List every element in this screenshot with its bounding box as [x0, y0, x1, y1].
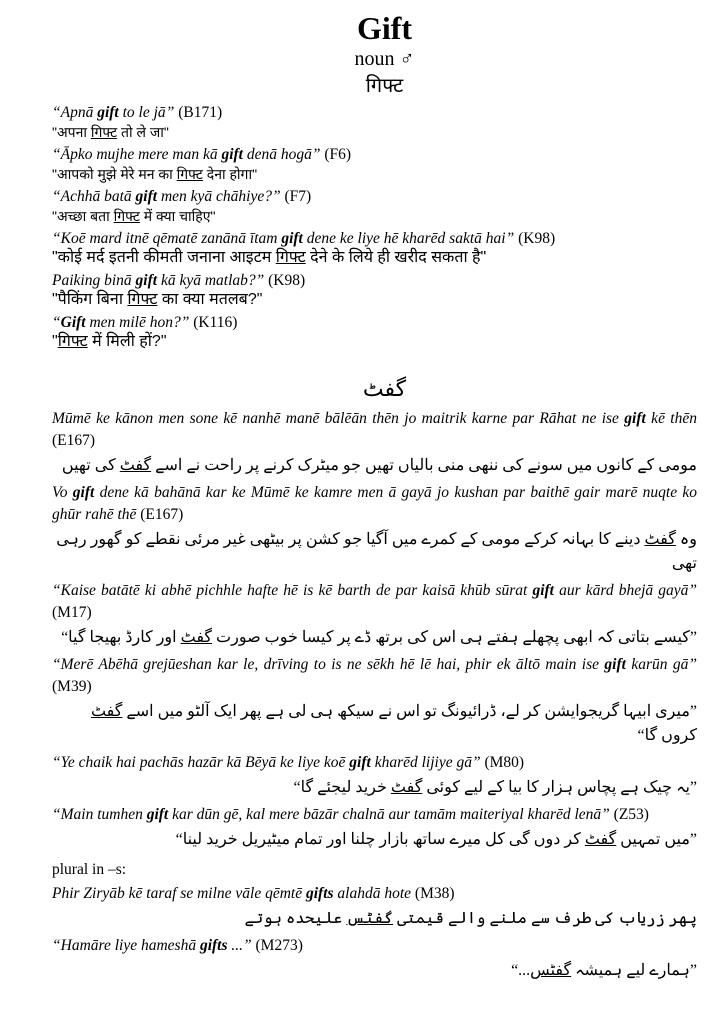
source-ref: (E167)	[140, 506, 184, 523]
text: دینے کا بہانہ کرکے مومی کے کمرے میں آگیا جو کشن پر بیٹھی غیر مرئی نقطے کو گھور رہی تھی	[56, 531, 697, 572]
text: men milē hon?	[85, 314, 181, 331]
close-quote: ”	[311, 146, 321, 163]
urdu-examples	[52, 408, 697, 852]
text: مومی کے کانوں میں سونے کی ننھی منی بالیاں تھیں جو میٹرک کرنے پر راحت نے اسے	[151, 457, 697, 474]
transliteration-line	[52, 103, 697, 122]
hindi-line	[52, 164, 697, 184]
underlined-keyword: گفٹ	[644, 531, 676, 548]
keyword: Gift	[60, 314, 86, 331]
underlined-keyword: गिफ्ट	[275, 249, 306, 266]
transliteration-paragraph	[52, 408, 697, 452]
text: اور کارڈ بھیجا گیا“	[61, 629, 181, 646]
source-ref: (K116)	[193, 314, 238, 331]
source-ref: (B171)	[178, 104, 223, 121]
hindi-line	[52, 332, 697, 352]
hindi-examples	[52, 103, 697, 352]
text: "अपना	[52, 124, 91, 140]
text: तो ले जा"	[117, 124, 169, 140]
underlined-keyword: गिफ्ट	[127, 291, 158, 308]
text: ”ہمارے لیے ہمیشہ	[571, 962, 697, 979]
urdu-line	[52, 828, 697, 852]
text: Phir Ziryāb kē taraf se milne vāle qēmtē	[52, 885, 306, 902]
dictionary-entry	[52, 0, 697, 984]
text: "कोई मर्द इतनी कीमती जनाना आइटम	[52, 249, 276, 266]
keyword: gift	[135, 272, 158, 289]
close-quote: ”	[271, 188, 281, 205]
text: aur kārd bhejā gayā”	[554, 582, 697, 599]
text: کر دوں گی کل میرے ساتھ بازار چلنا اور تمام میٹیریل خرید لینا“	[175, 831, 585, 848]
open-quote: “	[52, 314, 61, 331]
text: ...“	[511, 962, 531, 979]
text: کروں گا“	[637, 727, 697, 744]
keyword: gift	[146, 806, 169, 823]
text: men kyā chāhiye?	[157, 188, 272, 205]
transliteration-paragraph	[52, 935, 697, 957]
text: देने के लिये ही खरीद सकता है"	[305, 249, 487, 266]
underlined-keyword: गिफ्ट	[176, 166, 203, 182]
text: Achhā batā	[60, 188, 136, 205]
urdu-line	[52, 454, 697, 478]
keyword: gift	[349, 754, 371, 771]
underlined-keyword: گفٹس	[346, 910, 394, 927]
text: ”میری ابیہا گریجوایشن کر لے، ڈرائیونگ تو اس نے سیکھ ہی لی ہے پھر ایک آلٹو میں اسے	[122, 703, 697, 720]
underlined-keyword: गिफ्ट	[90, 124, 118, 140]
transliteration-line	[52, 313, 697, 332]
hindi-line	[52, 122, 697, 142]
underlined-keyword: गिफ्ट	[113, 208, 140, 224]
text: karūn gā”	[625, 656, 697, 673]
text: کی تھیں	[61, 457, 120, 474]
text: में क्या चाहिए"	[139, 208, 216, 224]
close-quote: ”	[505, 230, 515, 247]
keyword: gift	[221, 146, 243, 163]
text: Koē mard itnē qēmatē zanānā ītam	[60, 230, 282, 247]
urdu-headword: گفٹ	[362, 376, 407, 401]
open-quote: “	[52, 146, 61, 163]
transliteration-line	[52, 229, 697, 248]
text: ”میں تمہیں	[616, 831, 697, 848]
keyword: gifts	[305, 885, 334, 902]
hindi-line	[52, 290, 697, 310]
text: kar dūn gē, kal mere bāzār chalnā aur tamām maiteriyal kharēd lenā”	[168, 806, 610, 823]
urdu-line	[52, 528, 697, 576]
text: Āpko mujhe mere man kā	[60, 146, 222, 163]
plural-examples	[52, 883, 697, 983]
source-ref: (F6)	[324, 146, 352, 163]
text: ”یہ چیک ہے پچاس ہزار کا بیا کے لیے کوئی	[422, 779, 697, 796]
text: ”کیسے بتاتی کہ ابھی پچھلے ہفتے ہی اس کی برتھ ڈے پر کیسا خوب صورت	[212, 629, 697, 646]
text: to le jā	[118, 104, 166, 121]
source-ref: (K98)	[268, 272, 306, 289]
text: ...”	[227, 937, 252, 954]
underlined-keyword: گفٹس	[530, 962, 572, 979]
text: dene ke liye hē kharēd saktā hai	[302, 230, 506, 247]
close-quote: ”	[255, 272, 265, 289]
hindi-line	[52, 206, 697, 226]
keyword: gift	[624, 410, 646, 427]
keyword: gift	[97, 104, 119, 121]
urdu-line	[52, 959, 697, 983]
text: का क्या मतलब?"	[157, 291, 263, 308]
underlined-keyword: گفٹ	[180, 629, 213, 646]
source-ref: (M80)	[484, 754, 525, 771]
text: Paiking binā	[52, 272, 136, 289]
transliteration-paragraph	[52, 804, 697, 826]
source-ref: (M17)	[52, 604, 92, 621]
transliteration-paragraph	[52, 883, 697, 905]
text: “Ye chaik hai pachās hazār kā Bēyā ke liye koē	[52, 754, 350, 771]
text: denā hogā	[243, 146, 312, 163]
urdu-line	[52, 776, 697, 800]
open-quote: “	[52, 230, 61, 247]
underlined-keyword: گفٹ	[390, 779, 423, 796]
urdu-line	[52, 907, 697, 931]
text: alahdā hote	[333, 885, 412, 902]
transliteration-line	[52, 145, 697, 164]
text: خرید لیجئے گا“	[293, 779, 391, 796]
transliteration-paragraph	[52, 752, 697, 774]
text: kā kyā matlab?	[157, 272, 256, 289]
headword: Gift	[356, 10, 413, 46]
keyword: gifts	[199, 937, 228, 954]
hindi-headword: गिफ्ट	[365, 75, 404, 97]
text: "अच्छा बता	[52, 208, 114, 224]
text: kharēd lijiye gā”	[370, 754, 481, 771]
source-ref: (M273)	[255, 937, 303, 954]
text: علیحدہ ہوتے	[244, 910, 347, 927]
urdu-line	[52, 700, 697, 748]
text: وہ	[675, 531, 697, 548]
text: “Hamāre liye hameshā	[52, 937, 200, 954]
text: kē thēn	[645, 410, 697, 427]
underlined-keyword: گفٹ	[584, 831, 617, 848]
keyword: gift	[532, 582, 554, 599]
transliteration-paragraph	[52, 654, 697, 698]
plural-label: plural in –s:	[52, 861, 127, 878]
text: "पैकिंग बिना	[52, 291, 128, 308]
part-of-speech: noun ♂	[354, 48, 415, 70]
text: में मिली हों?"	[87, 333, 167, 350]
keyword: gift	[281, 230, 303, 247]
hindi-line	[52, 248, 697, 268]
source-ref: (F7)	[284, 188, 312, 205]
text: "	[52, 333, 58, 350]
close-quote: ”	[180, 314, 190, 331]
underlined-keyword: گفٹ	[90, 703, 123, 720]
underlined-keyword: گفٹ	[119, 457, 152, 474]
source-ref: (Z53)	[613, 806, 649, 823]
transliteration-paragraph	[52, 482, 697, 526]
text: "आपको मुझे मेरे मन का	[52, 166, 177, 182]
keyword: gift	[604, 656, 626, 673]
source-ref: (K98)	[518, 230, 556, 247]
text: “Merē Abēhā grejūeshan kar le, drīving to is ne sēkh hē lē hai, phir ek āltō main ise	[52, 656, 605, 673]
transliteration-line	[52, 271, 697, 290]
text: Vo	[52, 484, 73, 501]
source-ref: (E167)	[52, 432, 96, 449]
open-quote: “	[52, 104, 61, 121]
text: پھر زریاب کی طرف سے ملنے والے قیمتی	[393, 910, 697, 927]
urdu-line	[52, 626, 697, 650]
keyword: gift	[72, 484, 95, 501]
source-ref: (M38)	[414, 885, 455, 902]
underlined-keyword: गिफ्ट	[57, 333, 88, 350]
text: dene kā bahānā kar ke Mūmē ke kamre men ā gayā jo kushan par baithē gair marē nuqte ko ghūr rahē thē	[52, 484, 698, 523]
text: “Main tumhen	[52, 806, 147, 823]
open-quote: “	[52, 188, 61, 205]
transliteration-paragraph	[52, 580, 697, 624]
text: देना होगा"	[202, 166, 258, 182]
text: Apnā	[60, 104, 98, 121]
source-ref: (M39)	[52, 678, 92, 695]
keyword: gift	[135, 188, 158, 205]
close-quote: ”	[165, 104, 175, 121]
transliteration-line	[52, 187, 697, 206]
text: Mūmē ke kānon men sone kē nanhē manē bālēān thēn jo maitrik karne par Rāhat ne ise	[52, 410, 625, 427]
text: “Kaise batātē ki abhē pichhle hafte hē is kē barth de par kaisā khūb sūrat	[52, 582, 533, 599]
